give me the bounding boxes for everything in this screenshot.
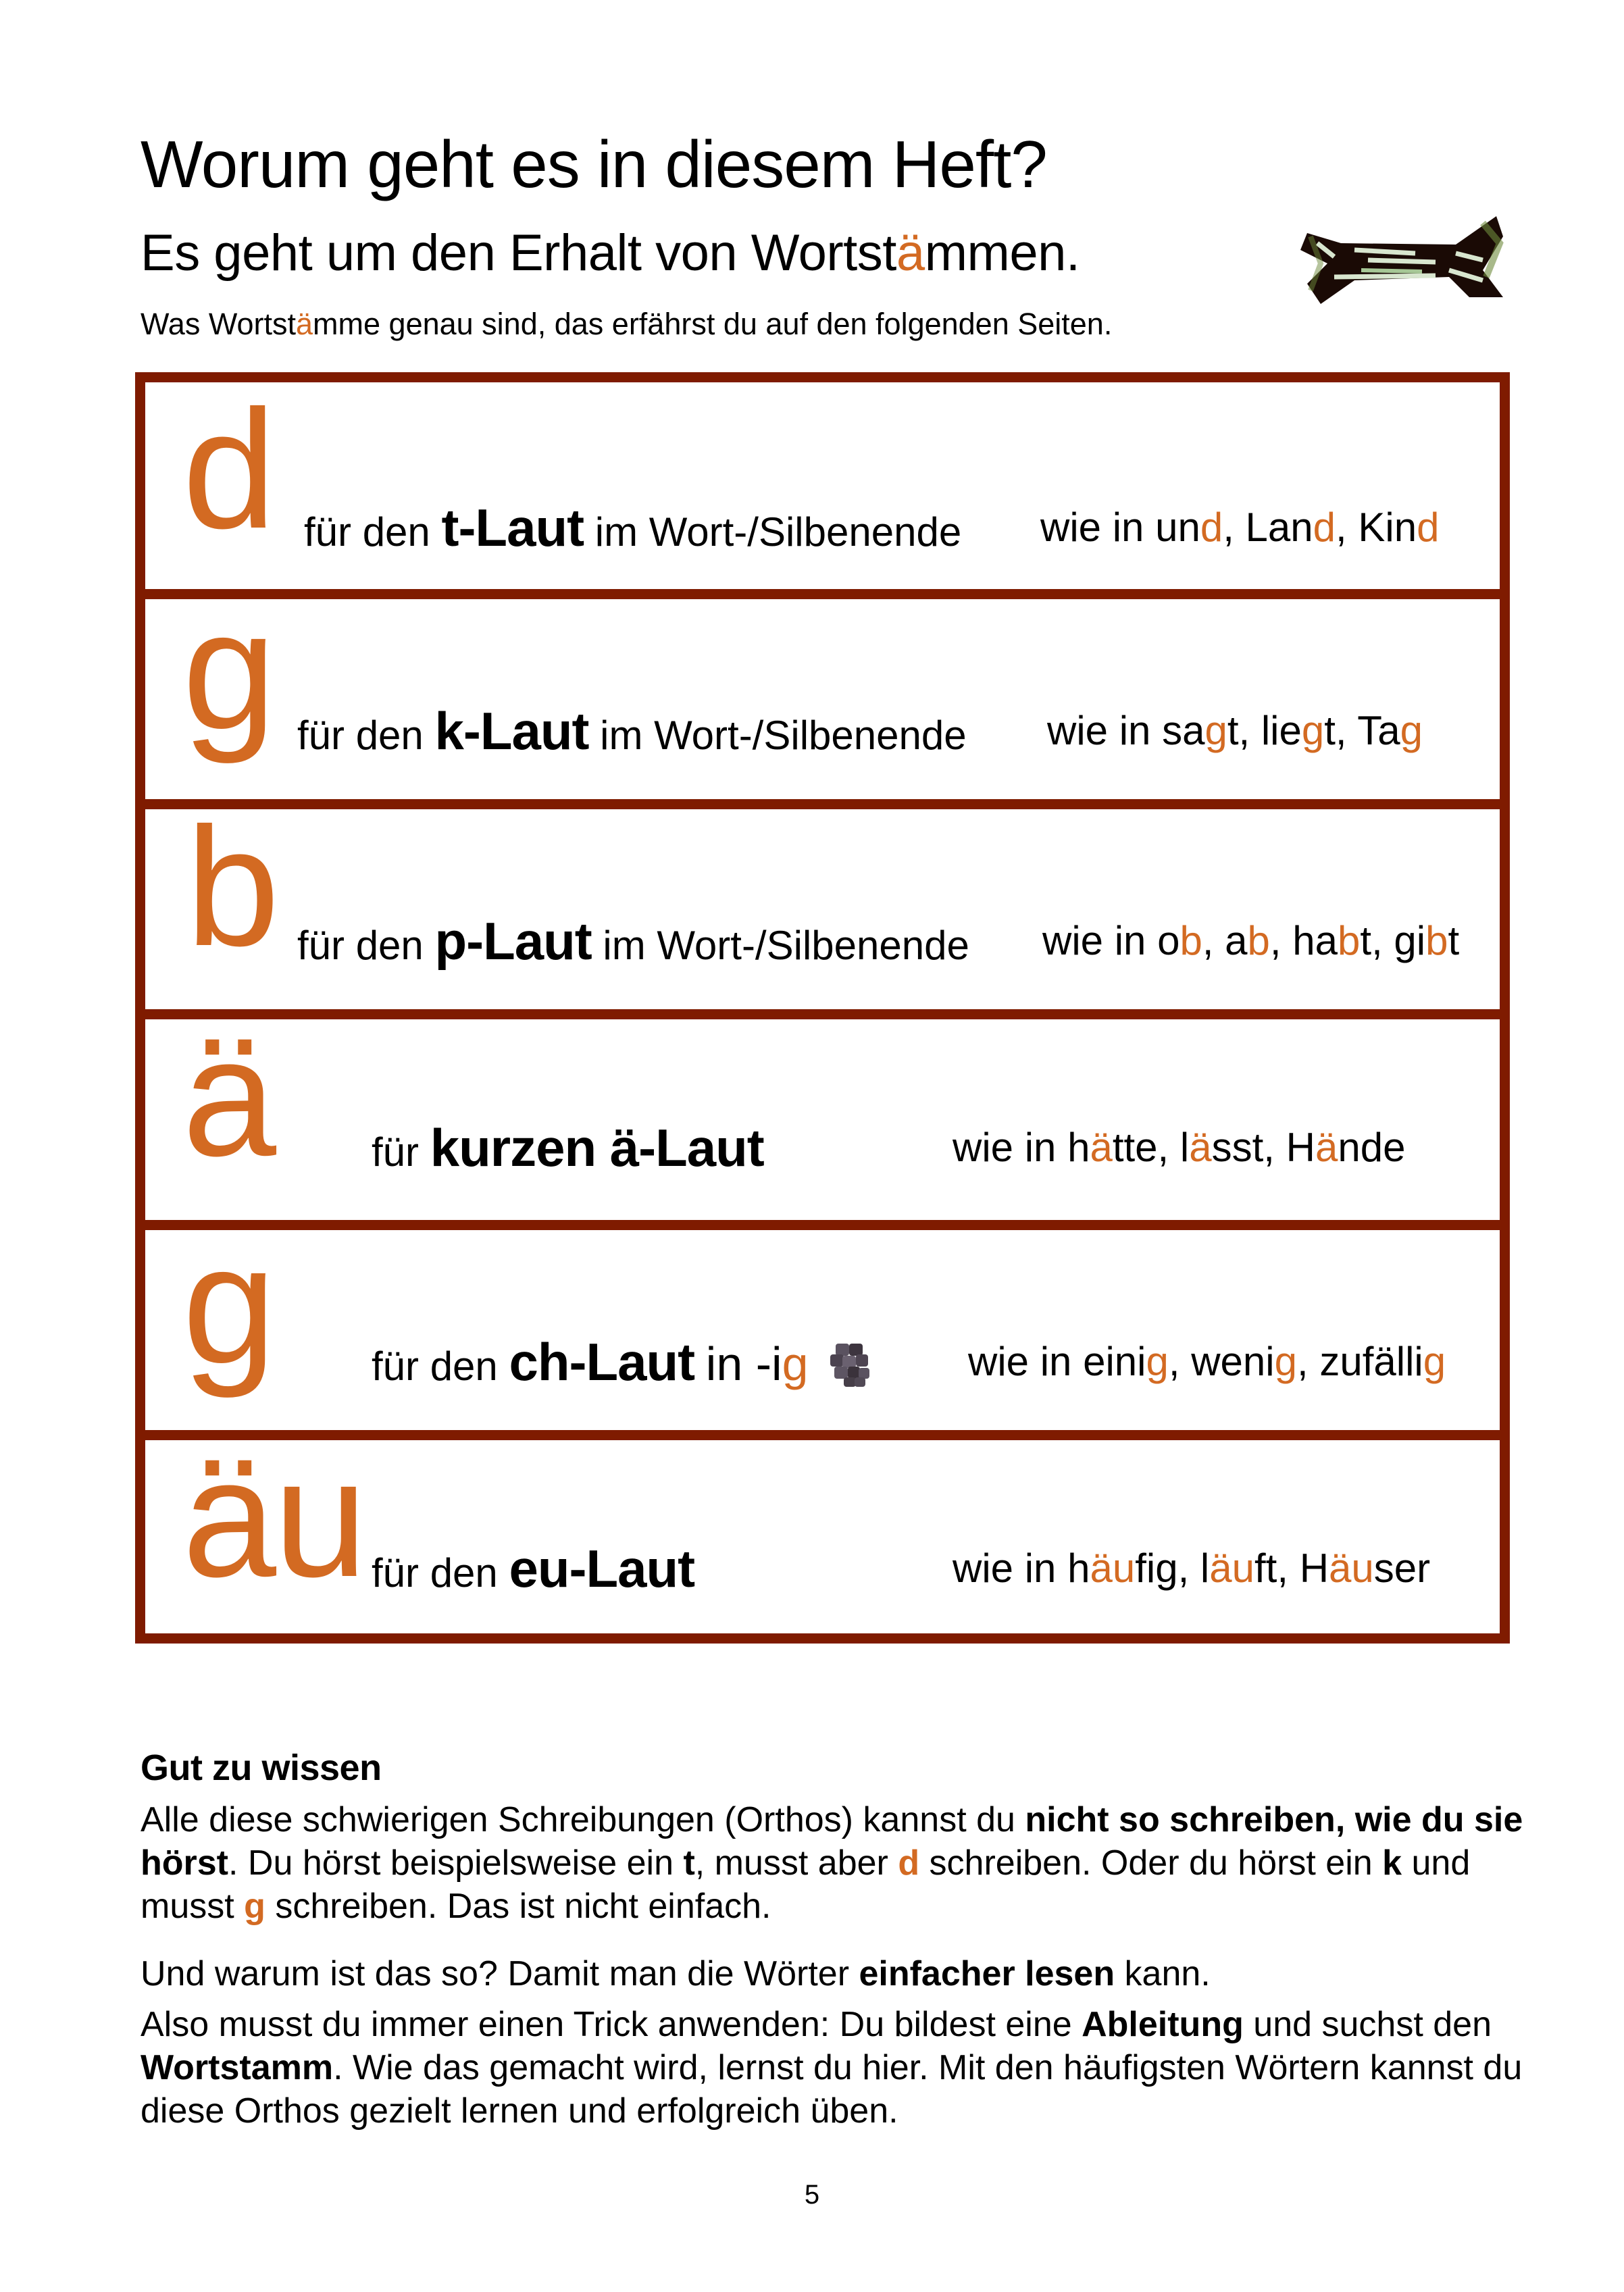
rule-letter: g — [182, 1210, 274, 1398]
page-subtitle — [141, 223, 1080, 284]
rule-letter: ä — [182, 1002, 274, 1191]
rules-table — [135, 372, 1510, 1644]
example-word: Kind — [1358, 505, 1440, 550]
intro-part: mme genau sind, das erfährst du auf den folgenden Seiten. — [313, 307, 1113, 341]
subtitle-highlight: ä — [896, 224, 925, 282]
info-heading: Gut zu wissen — [141, 1748, 382, 1788]
example-word: ob — [1157, 918, 1202, 963]
row-divider — [145, 1220, 1500, 1230]
example-word: Land — [1245, 505, 1336, 550]
intro-part: Was Wortst — [141, 307, 297, 341]
example-word: einig — [1083, 1339, 1169, 1384]
example-word: Häuser — [1299, 1546, 1431, 1591]
rule-description — [372, 1332, 871, 1398]
example-word: hätte — [1067, 1125, 1158, 1170]
rule-prefix: für den — [297, 713, 424, 758]
rule-examples: wie in einig, wenig, zufällig — [968, 1339, 1446, 1384]
rule-row-d — [145, 375, 1500, 589]
rule-row-b — [145, 792, 1500, 1009]
example-word: Hände — [1286, 1125, 1406, 1170]
example-word: ab — [1225, 918, 1270, 963]
example-word: habt — [1292, 918, 1372, 963]
subtitle-text: Es geht um den Erhalt von Wortst — [141, 224, 896, 282]
rule-examples: wie in häufig, läuft, Häuser — [953, 1546, 1431, 1591]
example-word: sagt — [1162, 708, 1239, 753]
row-divider — [145, 589, 1500, 599]
rule-row-aeu — [145, 1423, 1500, 1633]
rule-prefix: für — [372, 1129, 420, 1175]
rule-suffix: in -ig — [705, 1338, 809, 1390]
examples-prefix: wie in — [1047, 708, 1163, 753]
examples-prefix: wie in — [1040, 505, 1156, 550]
rule-keyword: k-Laut — [434, 701, 589, 761]
rule-keyword: ch-Laut — [509, 1332, 695, 1392]
rule-prefix: für den — [372, 1344, 498, 1389]
rule-description — [297, 701, 967, 761]
rule-description — [372, 1539, 695, 1598]
woven-branches-icon — [1280, 196, 1517, 311]
subtitle-text: mmen. — [924, 224, 1080, 282]
rule-examples: wie in ob, ab, habt, gibt — [1042, 918, 1460, 963]
example-word: Tag — [1357, 708, 1423, 753]
example-word: und — [1155, 505, 1223, 550]
page-title: Worum geht es in diesem Heft? — [141, 127, 1047, 201]
example-word: häufig — [1067, 1546, 1178, 1591]
examples-prefix: wie in — [1042, 918, 1158, 963]
examples-prefix: wie in — [953, 1125, 1068, 1170]
info-paragraph-1: Alle diese schwierigen Schreibungen (Orthos) kannst du nicht so schreiben, wie du sie hörst. Du hörst beispielsweise ein t, musst aber d schreiben. Oder du hörst ein k und musst g schreiben. Das ist nicht einfach. — [141, 1800, 1523, 1926]
rule-letter: b — [186, 792, 278, 981]
examples-prefix: wie in — [953, 1546, 1068, 1591]
rule-prefix: für den — [372, 1550, 498, 1596]
row-divider — [145, 1009, 1500, 1019]
example-word: läuft — [1200, 1546, 1277, 1591]
rule-suffix: im Wort-/Silbenende — [600, 713, 967, 758]
rule-keyword: t-Laut — [441, 498, 584, 557]
rule-description — [297, 911, 969, 971]
example-word: gibt — [1394, 918, 1460, 963]
example-word: liegt — [1261, 708, 1336, 753]
rule-keyword: p-Laut — [434, 911, 592, 971]
info-paragraph-2: Und warum ist das so? Damit man die Wörter einfacher lesen kann. — [141, 1954, 1211, 1993]
intro-highlight: ä — [296, 307, 313, 341]
rule-examples: wie in hätte, lässt, Hände — [953, 1125, 1406, 1170]
rule-keyword: eu-Laut — [509, 1539, 695, 1598]
rule-keyword: kurzen ä-Laut — [430, 1118, 764, 1177]
example-word: zufällig — [1319, 1339, 1446, 1384]
intro-text — [141, 305, 1112, 343]
rule-suffix: im Wort-/Silbenende — [603, 923, 969, 968]
rule-examples: wie in sagt, liegt, Tag — [1047, 708, 1423, 753]
example-word: wenig — [1191, 1339, 1297, 1384]
rule-row-ae — [145, 1002, 1500, 1220]
rule-description — [372, 1118, 764, 1177]
rule-prefix: für den — [304, 509, 430, 555]
rule-description — [304, 498, 962, 557]
info-paragraph-3: Also musst du immer einen Trick anwenden: Du bildest eine Ableitung und suchst den Wortstamm. Wie das gemacht wird, lernst du hier. Mit den häufigsten Wörtern kannst du diese Orthos gezielt lernen und erfolgreich üben. — [141, 2005, 1523, 2131]
rule-prefix: für den — [297, 923, 424, 968]
rule-row-g-k — [145, 576, 1500, 799]
example-word: lässt — [1179, 1125, 1264, 1170]
rule-row-g-ch — [145, 1210, 1500, 1430]
examples-prefix: wie in — [968, 1339, 1084, 1384]
rule-letter: äu — [182, 1423, 365, 1612]
rule-examples: wie in und, Land, Kind — [1040, 505, 1440, 550]
rule-letter: g — [182, 576, 274, 764]
stone-cubes-icon — [829, 1341, 871, 1398]
row-divider — [145, 799, 1500, 809]
rule-suffix: im Wort-/Silbenende — [594, 509, 962, 555]
rule-letter: d — [182, 375, 274, 563]
page-number: 5 — [804, 2180, 820, 2210]
